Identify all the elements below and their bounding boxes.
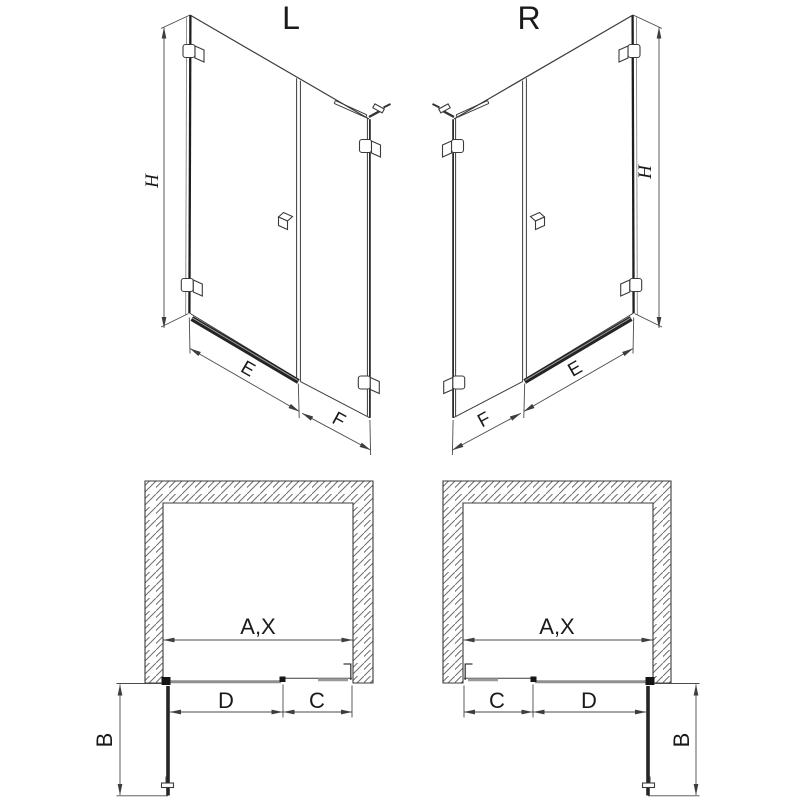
dim-label-panel-plan-right: C — [489, 688, 505, 713]
dim-label-height-right: H — [635, 165, 656, 179]
elevation-view-right — [433, 0, 663, 455]
dim-label-swing-plan-left: B — [92, 732, 117, 748]
dim-label-panel-width-left: F — [328, 408, 349, 433]
dim-label-door-plan-right: D — [581, 688, 597, 713]
dim-label-panel-plan-left: C — [309, 688, 325, 713]
wall-left-plan — [145, 481, 373, 683]
dim-label-inner-width-plan-left: A,X — [240, 614, 276, 639]
dim-label-swing-plan-right: B — [669, 732, 694, 748]
elevation-view-left — [142, 0, 391, 455]
elevation-right-geometry — [433, 15, 663, 455]
dim-label-inner-width-plan-right: A,X — [539, 614, 575, 639]
wall-right-plan — [443, 481, 671, 683]
dim-label-panel-width-right: F — [474, 408, 495, 433]
variant-label-right: R — [517, 0, 541, 36]
dim-label-door-plan-left: D — [218, 688, 234, 713]
plan-view-left — [92, 481, 373, 796]
dim-label-height-left: H — [142, 174, 163, 188]
dim-label-door-width-right: E — [564, 356, 586, 382]
dim-label-door-width-left: E — [237, 356, 259, 382]
plan-view-right — [443, 481, 700, 796]
variant-label-left: L — [282, 0, 300, 36]
elevation-left-geometry — [161, 15, 391, 455]
